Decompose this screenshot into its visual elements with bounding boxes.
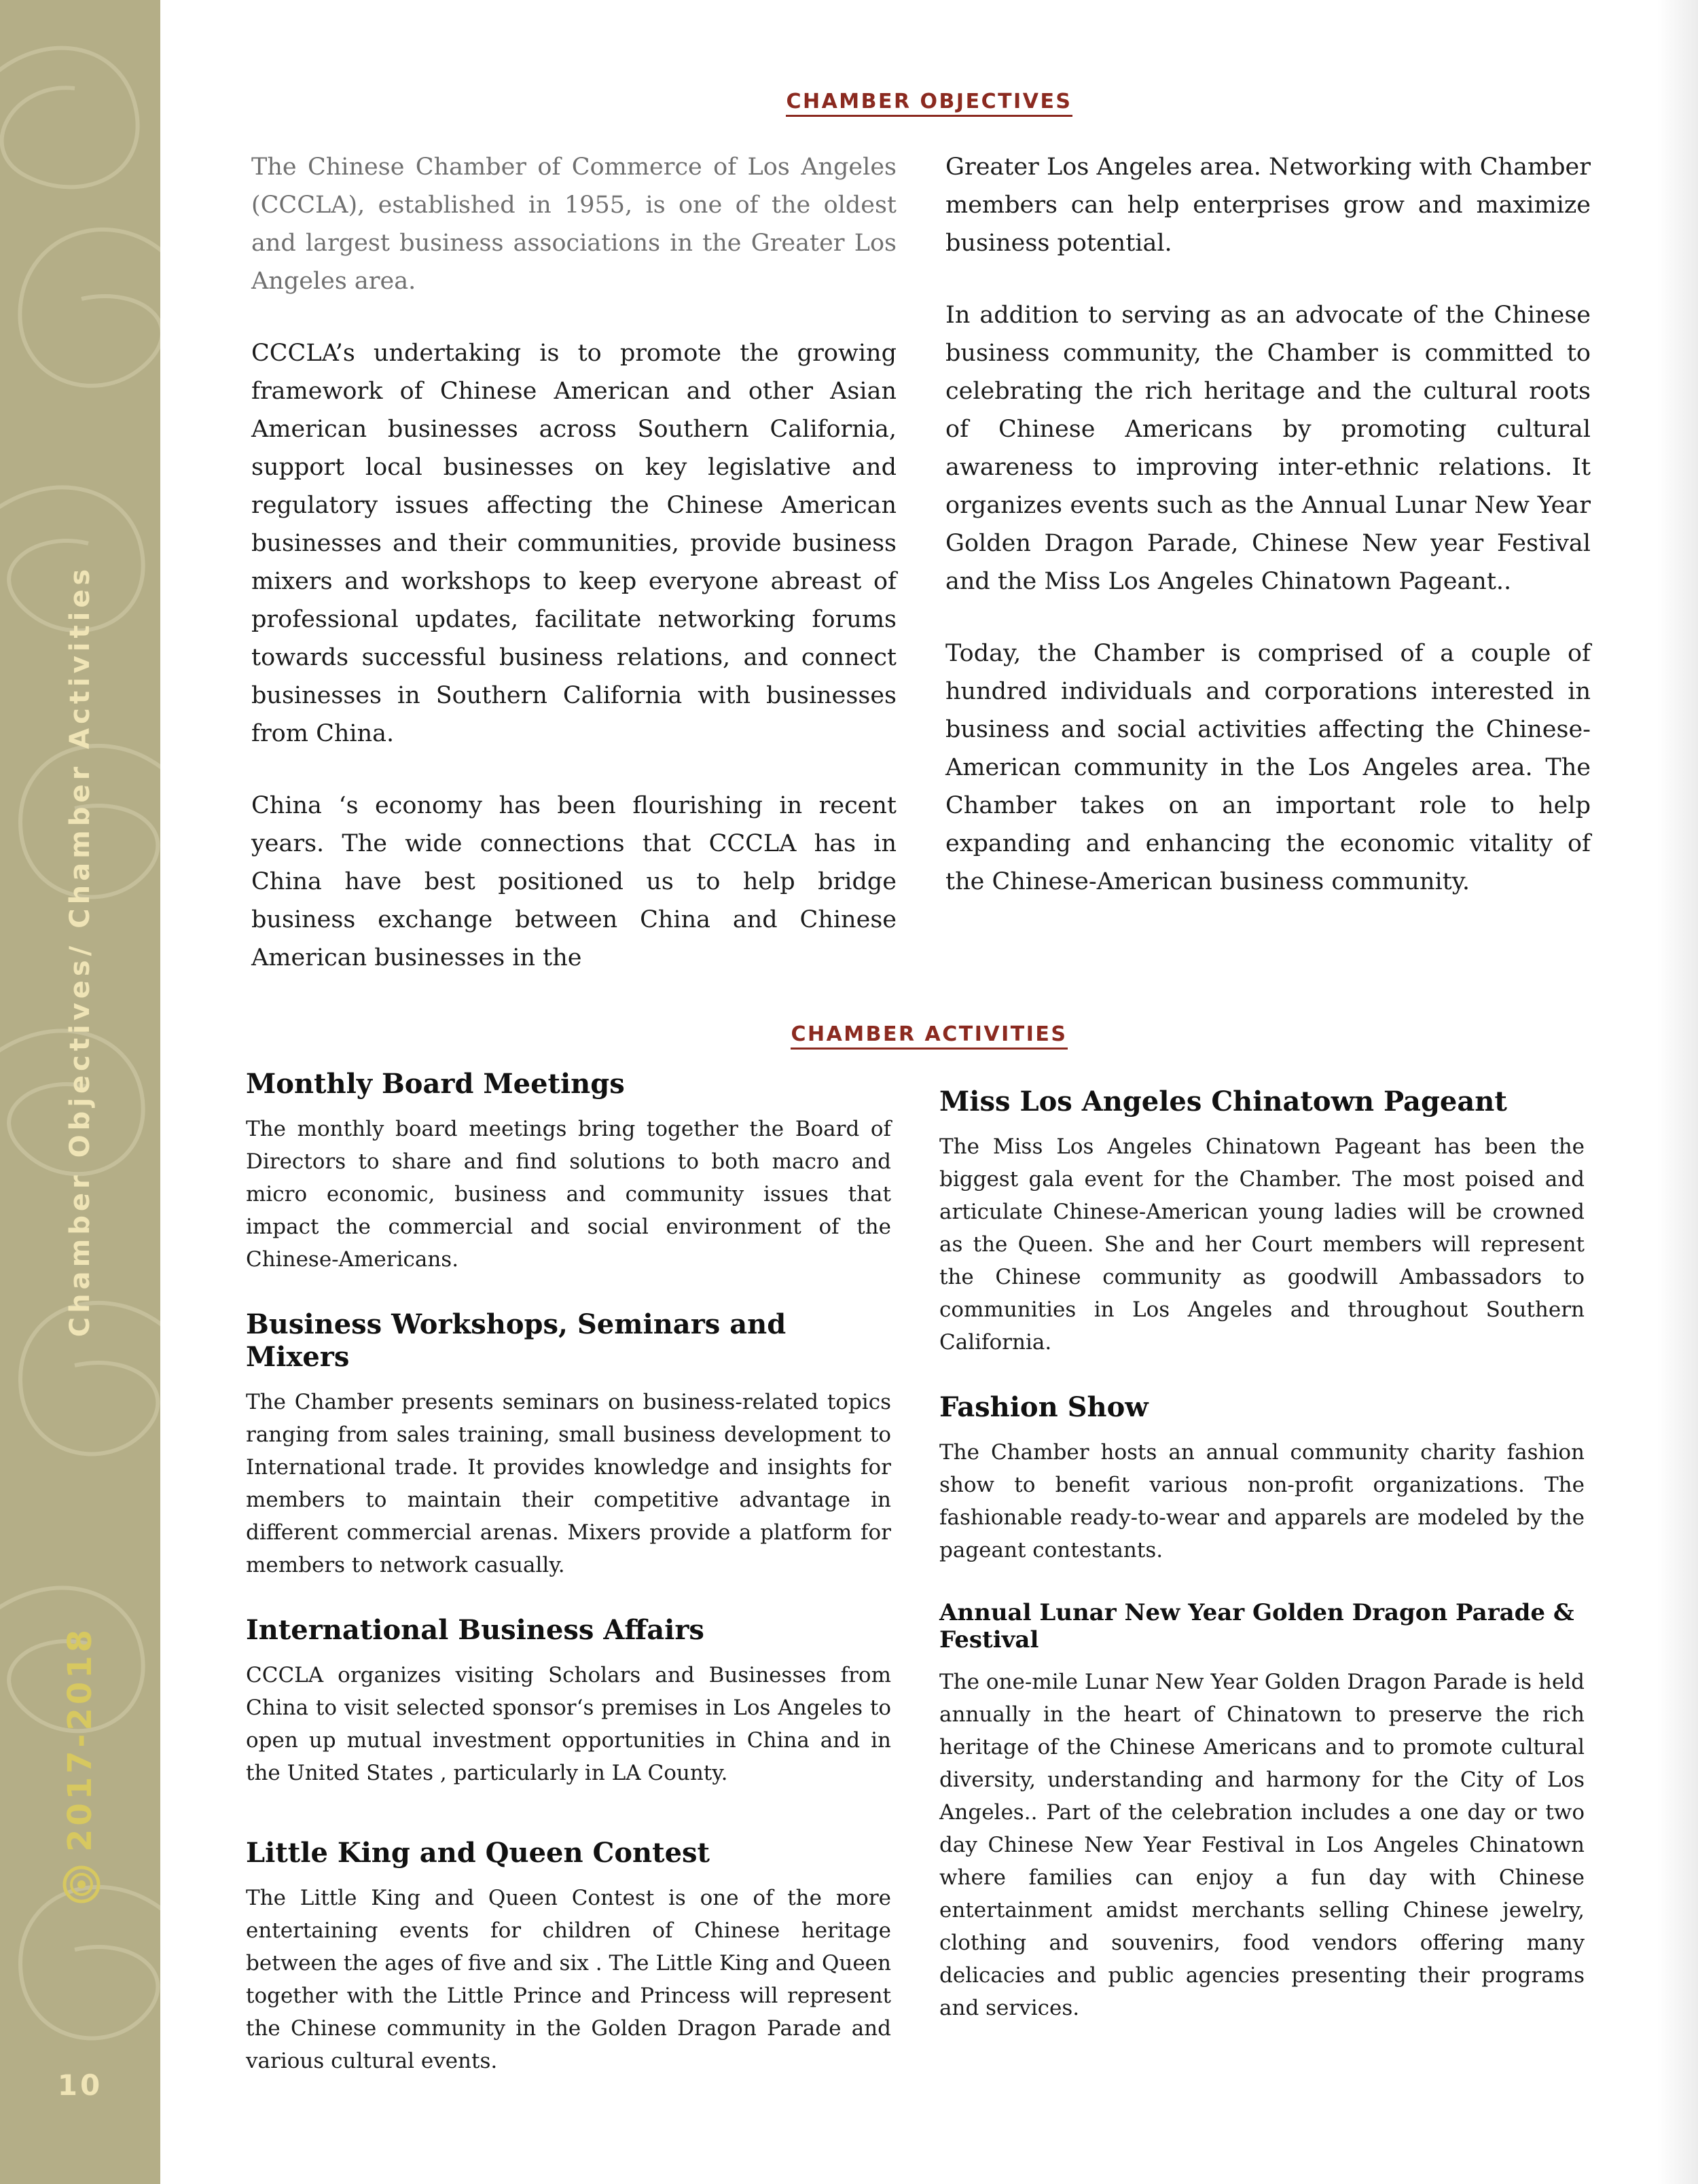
- edition-year: 2017-2018: [61, 1626, 99, 1852]
- activity-heading: Business Workshops, Seminars and Mixers: [246, 1308, 787, 1373]
- objectives-title-text: CHAMBER OBJECTIVES: [786, 90, 1072, 117]
- activity-body: The one-mile Lunar New Year Golden Dragon Parade is held annually in the heart of Chinatown to preserve the rich heritage of the Chinese Americans and to promote cultural diversity, understanding and harmony for the City of Los Angeles.. Part of the celebration includes a one day or two day Chinese New Year Festival in Los Angeles Chinatown where families can enjoy a fun day with Chinese entertainment amidst merchants selling Chinese jewelry, clothing and souvenirs, food vendors offering many delicacies and public agencies presenting their programs and services.: [939, 1670, 1585, 2020]
- activity-heading: Fashion Show: [939, 1391, 1149, 1423]
- objectives-section-title: [160, 90, 1698, 113]
- objectives-right-column: [945, 148, 1591, 935]
- activity-body: The Chamber presents seminars on business-related topics ranging from sales training, small business development to International trade. It provides knowledge and insights for members to maintain their competitive advantage in different commercial arenas. Mixers provide a platform for members to network casually.: [246, 1390, 891, 1577]
- activity-body: The Little King and Queen Contest is one of the more entertaining events for children of Chinese heritage between the ages of five and six . The Little King and Queen together with the Little Prince and Princess will represent the Chinese community in the Golden Dragon Parade and various cultural events.: [246, 1886, 891, 2073]
- activity-heading: International Business Affairs: [246, 1614, 704, 1646]
- activity-heading: Annual Lunar New Year Golden Dragon Parade & Festival: [939, 1599, 1574, 1653]
- objectives-paragraph: CCCLA’s undertaking is to promote the growing framework of Chinese American and other Asian American businesses across Southern California, support local businesses on key legislative and regulatory issues affecting the Chinese American businesses and their communities, provide business mixers and workshops to keep everyone abreast of professional updates, facilitate networking forums towards successful business relations, and connect businesses in Southern California with businesses from China.: [251, 340, 897, 747]
- activity-heading: Miss Los Angeles Chinatown Pageant: [939, 1086, 1507, 1117]
- objectives-paragraph: Today, the Chamber is comprised of a couple of hundred individuals and corporations interested in business and social activities affecting the Chinese-American community in the Los Angeles area. The Chamber takes on an important role to help expanding and enhancing the economic vitality of the Chinese-American business community.: [945, 640, 1591, 895]
- objectives-paragraph: The Chinese Chamber of Commerce of Los Angeles (CCCLA), established in 1955, is one of the oldest and largest business associations in the Greater Los Angeles area.: [251, 154, 897, 295]
- chamber-logo-icon: [62, 1865, 101, 1903]
- activity-heading: Monthly Board Meetings: [246, 1068, 625, 1100]
- objectives-left-column: [251, 148, 897, 1011]
- objectives-paragraph: In addition to serving as an advocate of the Chinese business community, the Chamber is committed to celebrating the rich heritage and the cultural roots of Chinese Americans by promoting cultural awareness to improving inter-ethnic relations. It organizes events such as the Annual Lunar New Year Golden Dragon Parade, Chinese New year Festival and the Miss Los Angeles Chinatown Pageant..: [945, 302, 1591, 595]
- activities-title-text: CHAMBER ACTIVITIES: [791, 1022, 1067, 1050]
- running-title: Chamber Objectives/ Chamber Activities: [65, 565, 96, 1338]
- objectives-paragraph: China ‘s economy has been flourishing in recent years. The wide connections that CCCLA has in China have best positioned us to help bridge business exchange between China and Chinese American businesses in the: [251, 792, 897, 971]
- activities-section-title: [160, 1022, 1698, 1046]
- activity-body: The Miss Los Angeles Chinatown Pageant has been the biggest gala event for the Chamber. The most poised and articulate Chinese-American young ladies will be crowned as the Queen. She and her Court members will represent the Chinese community as goodwill Ambassadors to communities in Los Angeles and throughout Southern California.: [939, 1134, 1585, 1355]
- objectives-paragraph: Greater Los Angeles area. Networking with Chamber members can help enterprises grow and maximize business potential.: [945, 154, 1591, 257]
- activity-body: The monthly board meetings bring together the Board of Directors to share and find solutions to both macro and micro economic, business and community issues that impact the commercial and social environment of the Chinese-Americans.: [246, 1117, 891, 1272]
- activity-heading: Little King and Queen Contest: [246, 1837, 710, 1869]
- page-number: 10: [57, 2069, 103, 2102]
- activity-body: The Chamber hosts an annual community charity fashion show to benefit various non-profit organizations. The fashionable ready-to-wear and apparels are modeled by the pageant contestants.: [939, 1440, 1585, 1562]
- page-edge-shadow: [1657, 0, 1698, 2184]
- sidebar-band: [0, 0, 160, 2184]
- activities-left-column: [246, 1068, 891, 2110]
- activity-body: CCCLA organizes visiting Scholars and Businesses from China to visit selected sponsor‘s premises in Los Angeles to open up mutual investment opportunities in China and in the United States , particularly in LA County.: [246, 1663, 891, 1785]
- activities-right-column: [939, 1086, 1585, 2057]
